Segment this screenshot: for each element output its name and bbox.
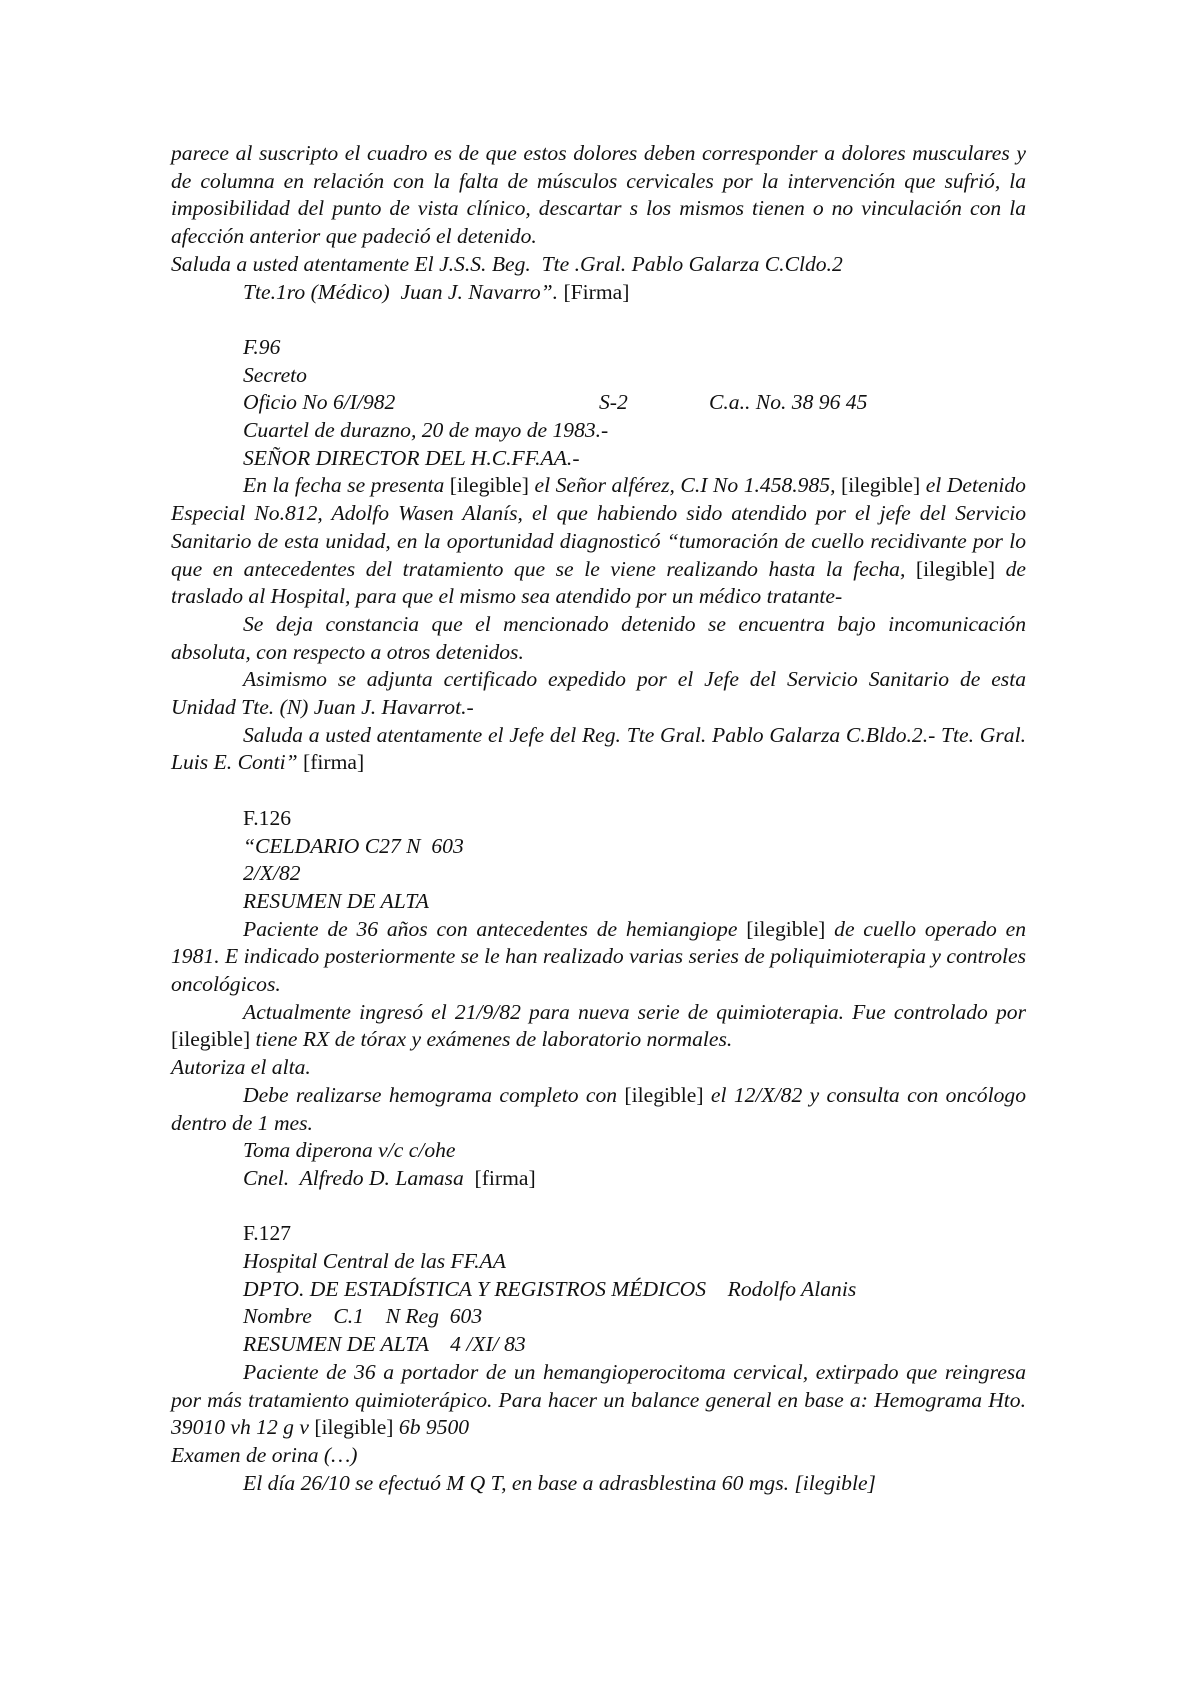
signature-tag: [Firma] [558,279,630,304]
mqt-line: El día 26/10 se efectuó M Q T, en base a adrasblestina 60 mgs. [ilegible] [243,1470,876,1495]
text-run: Paciente de 36 años con antecedentes de hemiangiope [243,916,747,941]
paragraph-actualmente [171,999,1026,1054]
illegible-tag: [ilegible] [746,916,826,941]
resumen-heading: RESUMEN DE ALTA [243,888,429,913]
signer-name: Tte.1ro (Médico) Juan J. Navarro”. [243,279,559,304]
resumen-heading: RESUMEN DE ALTA 4 /XI/ 83 [243,1332,526,1357]
paragraph-portador [171,1359,1026,1442]
illegible-tag: [ilegible] [171,1027,251,1052]
illegible-tag: [ilegible] [314,1415,394,1440]
signer-line [171,279,1026,307]
illegible-tag: [ilegible] [841,473,921,498]
document-page [171,140,1026,1497]
celdario-label: “CELDARIO C27 N 603 [243,833,464,858]
illegible-tag: [ilegible] [449,473,529,498]
oficio-row [171,389,1026,417]
illegible-tag: [ilegible] [915,556,996,581]
saluda-line: Saluda a usted atentamente El J.S.S. Beg. Tte .Gral. Pablo Galarza C.Cldo.2 [171,251,843,276]
date-label: 2/X/82 [243,861,301,886]
paragraph-constancia: Se deja constancia que el mencionado detenido se encuentra bajo incomunicación absoluta, con respecto a otros detenidos. [171,611,1026,664]
folio-label: F.126 [243,805,292,830]
spacer [171,1193,1026,1221]
text-run: Saluda a usted atentamente el Jefe del Reg. Tte Gral. Pablo Galarza C.Bldo.2.- Tte. Gral. Luis E. Conti” [171,722,1026,775]
paragraph-paciente [171,916,1026,999]
folio-label: F.127 [243,1221,292,1246]
text-run: Paciente de 36 a portador de un hemangioperocitoma cervical, extirpado que reingresa por más tratamiento quimioterápico. Para hacer un balance general en base a: Hemograma Hto. 39010 vh 12 g v [171,1359,1026,1440]
ca-number: C.a.. No. 38 96 45 [709,390,868,415]
oficio-number: Oficio No 6/I/982 [243,390,396,415]
secreto-label: Secreto [243,362,307,387]
signature-tag: [firma] [463,1165,536,1190]
paragraph-saluda [171,722,1026,777]
paragraph-dolores: parece al suscripto el cuadro es de que estos dolores deben corresponder a dolores musculares y de columna en relación con la falta de músculos cervicales por la intervención que sufrió, la imposibilidad del punto de vista clínico, descartar s los mismos tienen o no vinculación con la afección anterior que padeció el detenido. [171,141,1026,249]
nombre-label: Nombre C.1 N Reg 603 [243,1304,483,1329]
dpto-label: DPTO. DE ESTADÍSTICA Y REGISTROS MÉDICOS Rodolfo Alanis [243,1276,857,1301]
cnel-line [171,1165,1026,1193]
spacer [171,306,1026,334]
text-run: el Detenido Especial No.812, Adolfo Wasen Alanís, el que habiendo sido atendido por el jefe del Servicio Sanitario de esta unidad, en la oportunidad diagnosticó “tumoración de cuello recidivante por lo que en antecedentes del tratamiento que se le viene realizando hasta la fecha, [171,473,1026,581]
folio-label: F.96 [243,334,281,359]
text-run: En la fecha se presenta [243,473,450,498]
cuartel-date: Cuartel de durazno, 20 de mayo de 1983.- [243,418,609,442]
text-run: Actualmente ingresó el 21/9/82 para nueva serie de quimioterapia. Fue controlado por [243,999,1026,1024]
text-run: 6b 9500 [393,1415,470,1440]
signer-name: Cnel. Alfredo D. Lamasa [243,1165,464,1190]
text-run: el Señor alférez, C.I No 1.458.985, [528,473,842,498]
autoriza-line: Autoriza el alta. [171,1055,311,1080]
paragraph-presenta [171,472,1026,611]
s2-label: S-2 [599,390,628,415]
text-run: de traslado al Hospital, para que el mismo sea atendido por un médico tratante- [171,556,1027,609]
text-run: Debe realizarse hemograma completo con [243,1082,625,1107]
hospital-label: Hospital Central de las FF.AA [243,1249,506,1274]
illegible-tag: [ilegible] [624,1082,704,1107]
paragraph-hemograma [171,1082,1026,1137]
text-run: el 12/X/82 y consulta con oncólogo dentro de 1 mes. [171,1082,1026,1135]
orina-line: Examen de orina (…) [171,1442,358,1467]
addressee: SEÑOR DIRECTOR DEL H.C.FF.AA.- [243,445,580,470]
text-run: de cuello operado en 1981. E indicado posteriormente se le han realizado varias series de poliquimioterapia y controles oncológicos. [171,916,1026,997]
paragraph-certificado: Asimismo se adjunta certificado expedido por el Jefe del Servicio Sanitario de esta Unidad Tte. (N) Juan J. Havarrot.- [171,667,1026,720]
signature-tag: [firma] [297,750,365,775]
spacer [171,777,1026,805]
toma-line: Toma diperona v/c c/ohe [243,1138,456,1163]
text-run: tiene RX de tórax y exámenes de laboratorio normales. [250,1027,733,1052]
